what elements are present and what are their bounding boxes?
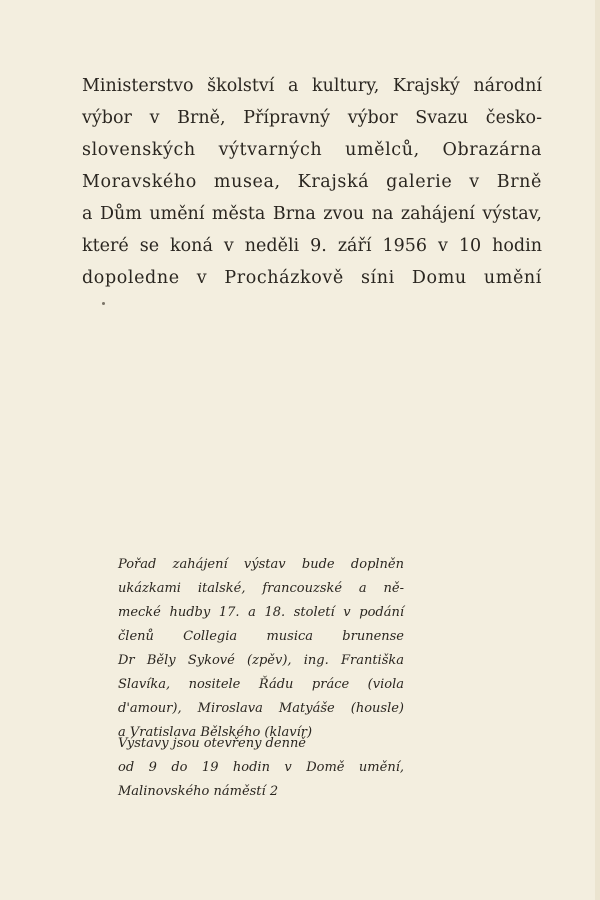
hours-line: Výstavy jsou otevřeny denně <box>118 736 307 751</box>
invitation-text <box>82 70 542 294</box>
program-line: a Vratislava Bělského (klavír) <box>118 725 313 740</box>
invitation-line: Moravského musea, Krajská galerie v Brně <box>82 172 542 192</box>
invitation-line: které se koná v neděli 9. září 1956 v 10 hodin <box>82 236 542 256</box>
program-line: členů Collegia musica brunense <box>118 629 404 644</box>
invitation-line: dopoledne v Procházkově síni Domu umění <box>82 268 542 288</box>
hours-line: Malinovského náměstí 2 <box>118 784 279 799</box>
program-line: ukázkami italské, francouzské a ně- <box>118 581 404 596</box>
invitation-line: výbor v Brně, Přípravný výbor Svazu česko- <box>82 108 542 128</box>
program-line: d'amour), Miroslava Matyáše (housle) <box>118 701 404 716</box>
program-line: Pořad zahájení výstav bude doplněn <box>118 557 404 572</box>
hours-line: od 9 do 19 hodin v Domě umění, <box>118 760 404 775</box>
invitation-line: slovenských výtvarných umělců, Obrazárna <box>82 140 542 160</box>
invitation-line: a Dům umění města Brna zvou na zahájení výstav, <box>82 204 542 224</box>
paper-speck <box>102 302 105 305</box>
opening-hours-note <box>118 732 404 804</box>
program-line: Dr Běly Sykové (zpěv), ing. Františka <box>118 653 404 668</box>
program-line: Slavíka, nositele Řádu práce (viola <box>118 677 404 692</box>
program-line: mecké hudby 17. a 18. století v podání <box>118 605 404 620</box>
program-note <box>118 553 404 745</box>
invitation-line: Ministerstvo školství a kultury, Krajský národní <box>82 76 542 96</box>
